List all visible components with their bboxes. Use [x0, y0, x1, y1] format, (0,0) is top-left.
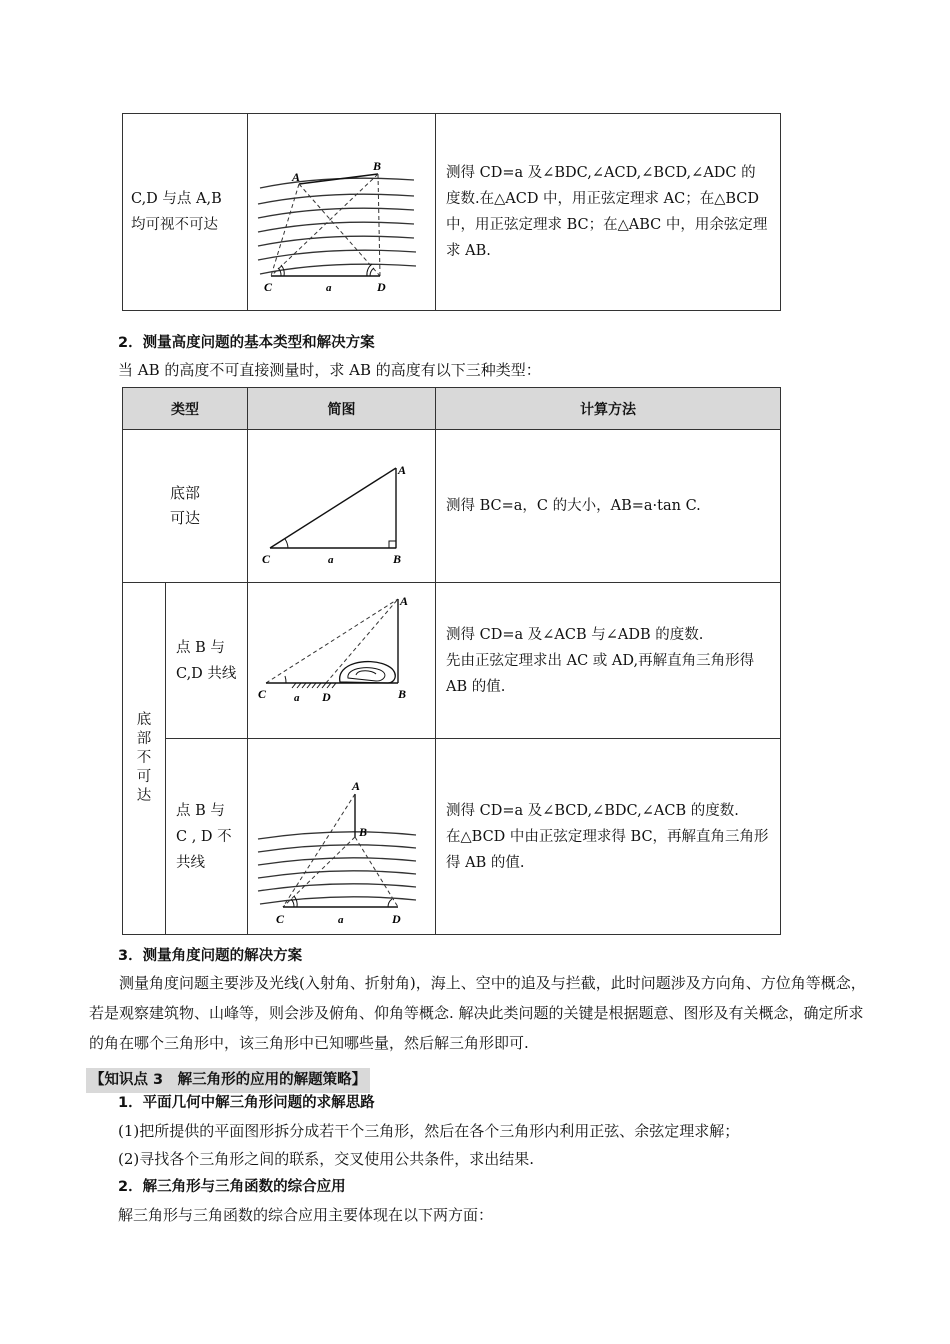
kp3-heading-2: 2．解三角形与三角函数的综合应用: [118, 1179, 346, 1195]
label-A: A: [400, 594, 409, 608]
label-D: D: [322, 690, 331, 704]
method-cell: [436, 430, 781, 583]
figure-cell: [248, 114, 436, 311]
table-height-measurement: [122, 387, 781, 935]
label-B: B: [393, 552, 402, 566]
type-text: 点 B 与 C,D 共线: [176, 639, 237, 682]
label-a: a: [338, 914, 344, 926]
kp3-item-1: (1)把所提供的平面图形拆分成若干个三角形，然后在各个三角形内利用正弦、余弦定理求解；: [118, 1122, 740, 1140]
kp3-heading-1: 1．平面几何中解三角形问题的求解思路: [118, 1095, 375, 1111]
label-D: D: [377, 280, 386, 294]
label-C: C: [258, 687, 267, 701]
method-cell: [436, 114, 781, 311]
label-A: A: [398, 463, 407, 477]
method-text: 测得 BC=a，C 的大小，AB=a·tan C.: [446, 498, 701, 514]
section2-intro: 当 AB 的高度不可直接测量时，求 AB 的高度有以下三种类型：: [118, 361, 541, 379]
method-line1: 测得 CD=a 及∠BCD,∠BDC,∠ACB 的度数.: [446, 802, 739, 819]
label-a: a: [328, 554, 334, 566]
type-cell-bottom-accessible: [123, 430, 248, 583]
diagram-noncollinear: [248, 739, 436, 930]
label-a: a: [294, 692, 300, 704]
label-D: D: [392, 912, 401, 926]
header-figure: 简图: [248, 388, 436, 430]
table-row: [123, 430, 781, 583]
header-type: 类型: [123, 388, 248, 430]
label-B: B: [359, 825, 368, 839]
table-header-row: [123, 388, 781, 430]
group-label: 底部不可达: [136, 712, 152, 804]
section3-heading: 3．测量角度问题的解决方案: [118, 948, 303, 964]
label-C: C: [262, 552, 271, 566]
method-cell: [436, 739, 781, 935]
case-label: C,D 与点 A,B 均可视不可达: [131, 191, 222, 233]
figure-cell: [248, 583, 436, 739]
type-cell-collinear: [166, 583, 248, 739]
kp3-item-2: (2)寻找各个三角形之间的联系，交叉使用公共条件，求出结果.: [118, 1150, 535, 1168]
group-label-cell: [123, 583, 166, 935]
table-row: [123, 583, 781, 739]
type-cell-noncollinear: [166, 739, 248, 935]
type-line2: 可达: [169, 509, 200, 527]
method-cell: [436, 583, 781, 739]
label-C: C: [276, 912, 285, 926]
table-row: [123, 739, 781, 935]
case-label-cell: [123, 114, 248, 311]
label-A: A: [292, 170, 301, 184]
label-B: B: [398, 687, 407, 701]
method-text: 测得 CD=a 及∠BDC,∠ACD,∠BCD,∠ADC 的度数.在△ACD 中，用正弦定理求 AC；在△BCD 中，用正弦定理求 BC；在△ABC 中，用余弦定理求 AB.: [446, 165, 768, 259]
header-method: 计算方法: [436, 388, 781, 430]
label-C: C: [264, 280, 273, 294]
type-line1: 底部: [169, 484, 200, 502]
figure-cell: [248, 430, 436, 583]
method-line1: 测得 CD=a 及∠ACB 与∠ADB 的度数.: [446, 626, 704, 643]
label-B: B: [373, 159, 382, 173]
diagram-both-inaccessible: [248, 114, 436, 306]
knowledge-point-3-title: 【知识点 3 解三角形的应用的解题策略】: [86, 1068, 370, 1093]
method-line2: 先由正弦定理求出 AC 或 AD,再解直角三角形得 AB 的值.: [446, 652, 755, 695]
section2-heading: 2．测量高度问题的基本类型和解决方案: [118, 335, 375, 351]
figure-cell: [248, 739, 436, 935]
section3-body: 测量角度问题主要涉及光线(入射角、折射角)，海上、空中的追及与拦截，此时问题涉及方向角、方位角等概念，若是观察建筑物、山峰等，则会涉及俯角、仰角等概念. 解决此类问题的关键是根据题意、图形及有关概念，确定所求的角在哪个三角形中，该三角形中已知哪些量，然后解三角形即可.: [89, 974, 866, 1052]
diagram-right-triangle: [248, 430, 436, 578]
type-text: 点 B 与 C , D 不共线: [176, 802, 232, 871]
label-A: A: [352, 779, 361, 793]
method-line2: 在△BCD 中由正弦定理求得 BC，再解直角三角形得 AB 的值.: [446, 828, 769, 871]
table-two-inaccessible-points: [122, 113, 781, 311]
diagram-collinear: [248, 583, 436, 734]
kp3-last-line: 解三角形与三角函数的综合应用主要体现在以下两方面：: [118, 1206, 494, 1224]
label-a: a: [326, 282, 332, 294]
